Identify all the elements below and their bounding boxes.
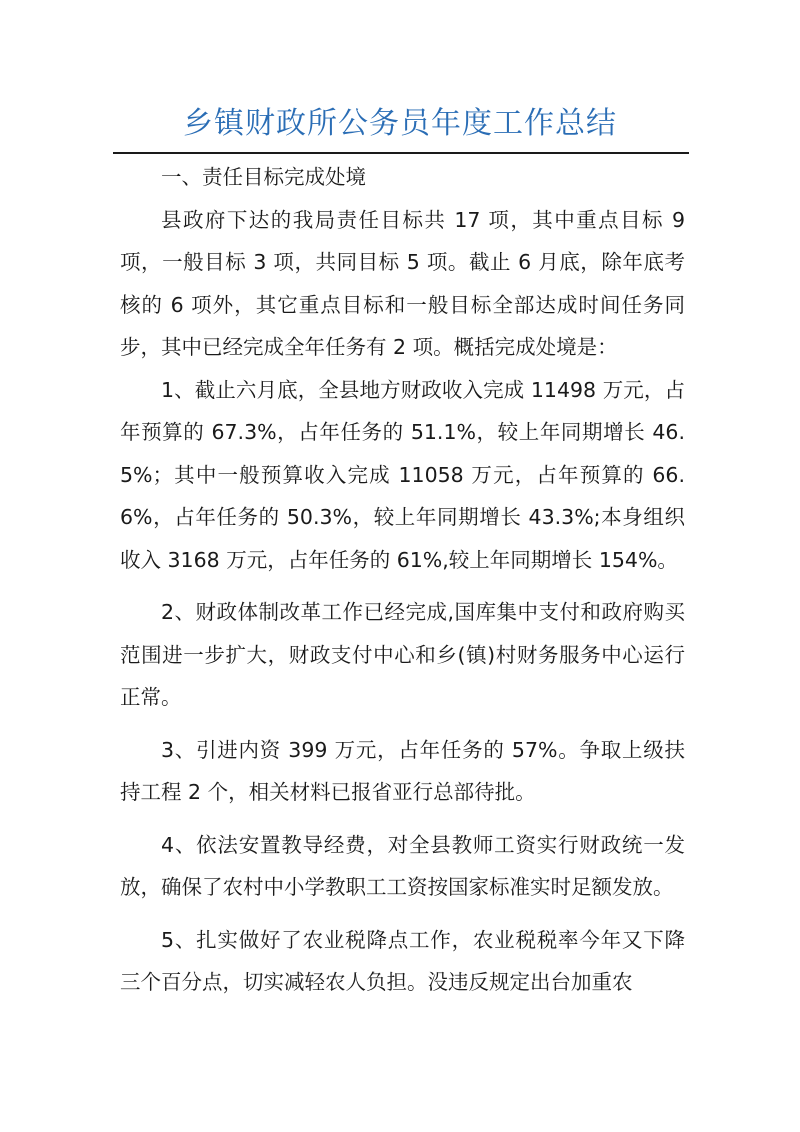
title-divider xyxy=(113,152,689,154)
paragraph-item-1: 1、截止六月底，全县地方财政收入完成 11498 万元，占年预算的 67.3%，占年任务的 51.1%，较上年同期增长 46.5%；其中一般预算收入完成 11058 万元，占年预算的 66.6%，占年任务的 50.3%，较上年同期增长 43.3%;本身组织收入 3168 万元，占年任务的 61%,较上年同期增长 154%。 xyxy=(120,377,685,572)
section-heading: 一、责任目标完成处境 xyxy=(161,165,366,189)
paragraph-item-2: 2、财政体制改革工作已经完成,国库集中支付和政府购买范围进一步扩大，财政支付中心和乡(镇)村财务服务中心运行正常。 xyxy=(120,600,685,709)
document-body xyxy=(120,156,685,1004)
paragraph-item-4: 4、依法安置教导经费，对全县教师工资实行财政统一发放，确保了农村中小学教职工工资按国家标准实时足额发放。 xyxy=(120,832,685,899)
paragraph-item-3: 3、引进内资 399 万元，占年任务的 57%。争取上级扶持工程 2 个，相关材料已报省亚行总部待批。 xyxy=(120,737,685,804)
paragraph-item-5: 5、扎实做好了农业税降点工作，农业税税率今年又下降三个百分点，切实减轻农人负担。没违反规定出台加重农 xyxy=(120,927,685,994)
document-title: 乡镇财政所公务员年度工作总结 xyxy=(183,106,617,141)
paragraph-intro: 县政府下达的我局责任目标共 17 项，其中重点目标 9 项，一般目标 3 项，共同目标 5 项。截止 6 月底，除年底考核的 6 项外，其它重点目标和一般目标全部达成时间任务同步，其中已经完成全年任务有 2 项。概括完成处境是： xyxy=(120,207,685,359)
